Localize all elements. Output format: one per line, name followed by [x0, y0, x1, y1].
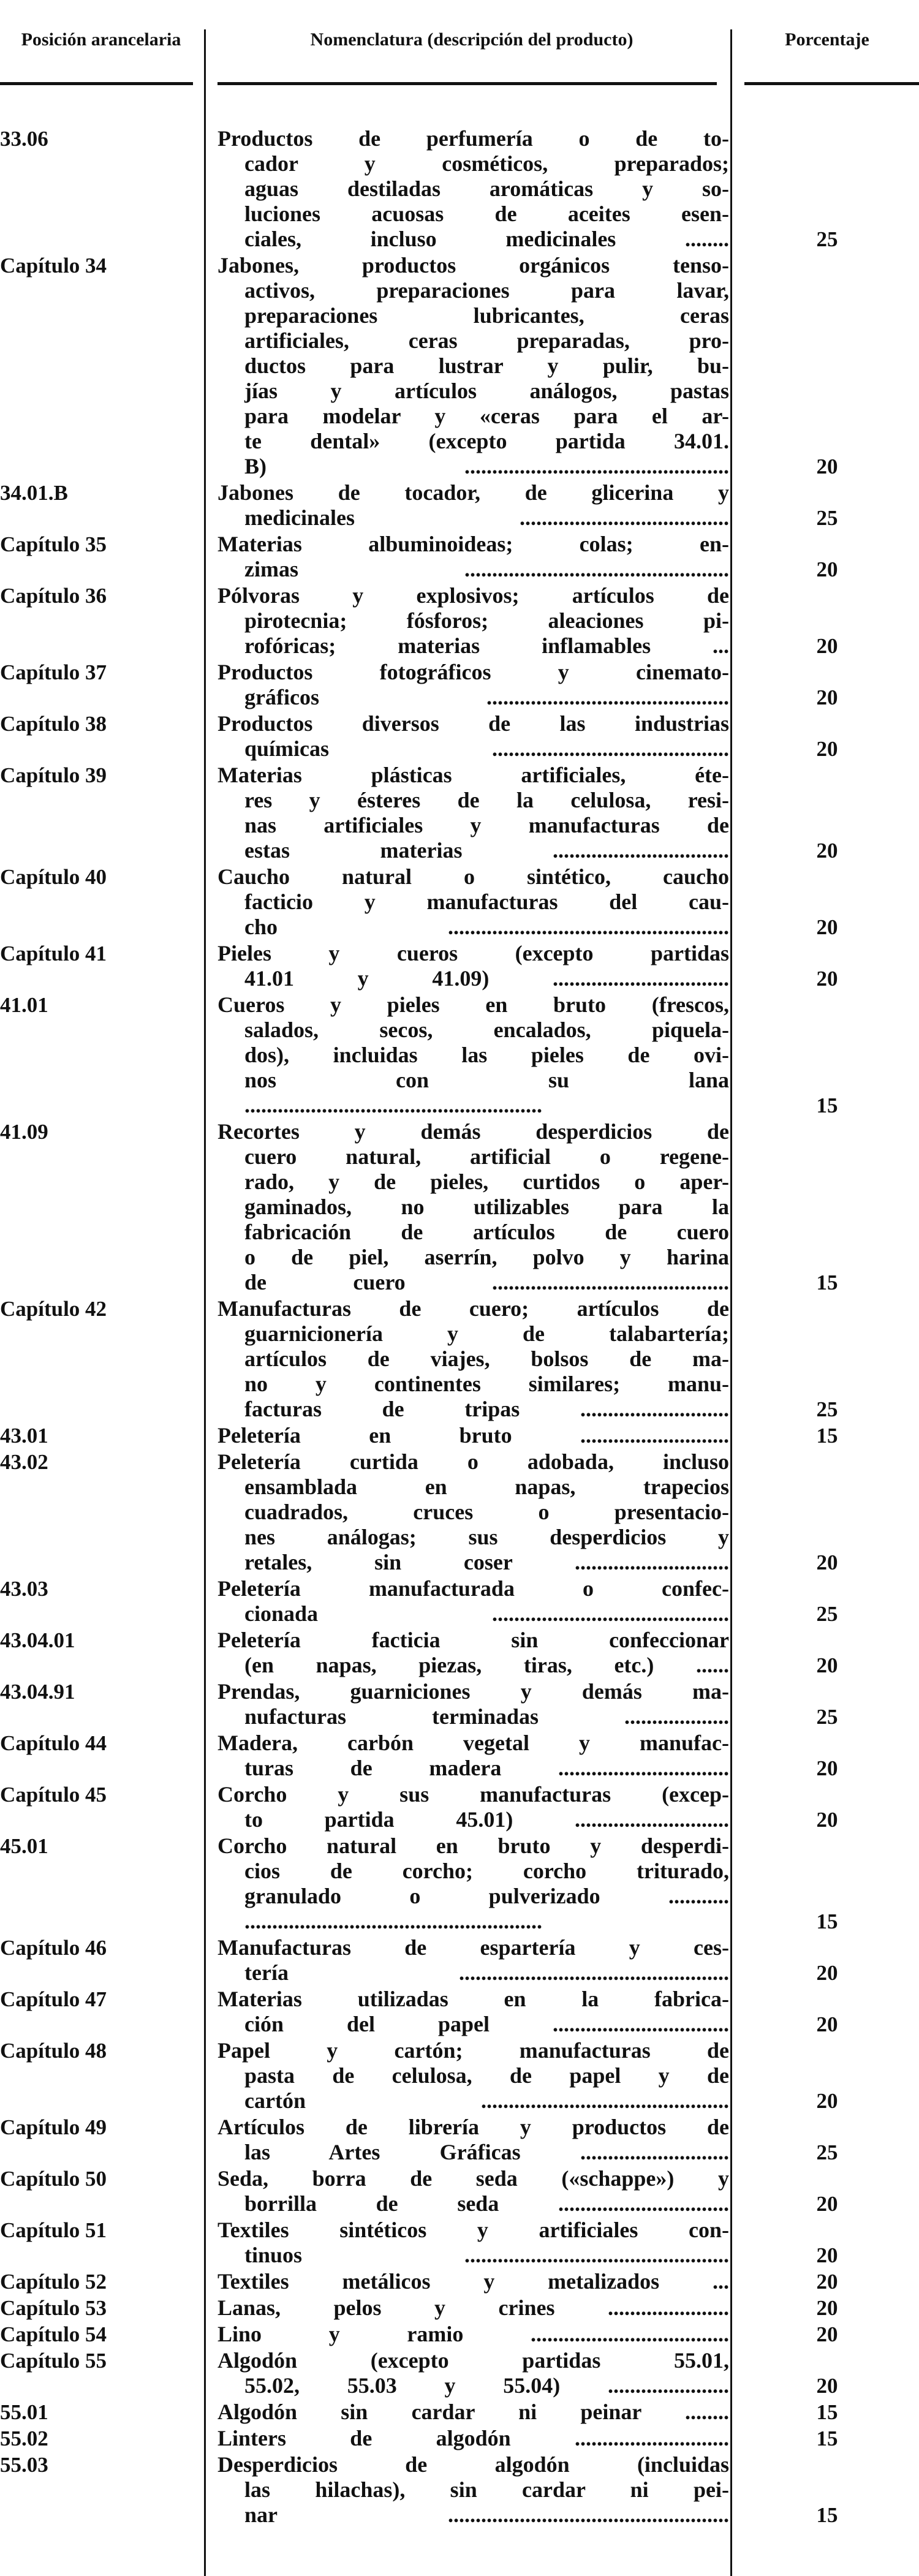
table-row: [0, 2426, 919, 2451]
percentage-value: 25: [816, 2140, 838, 2164]
description-line: Desperdicios de algodón (incluidas: [217, 2452, 729, 2477]
product-description: [217, 2218, 729, 2268]
table-row: [0, 941, 919, 991]
tariff-position: 41.01: [0, 993, 48, 1017]
description-line: Productos fotográficos y cinemato-: [217, 660, 729, 684]
table-row: [0, 253, 919, 479]
description-line: ciales, incluso medicinales ........: [244, 227, 729, 251]
description-line: Cueros y pieles en bruto (frescos,: [217, 992, 729, 1017]
table-row: [0, 1782, 919, 1832]
percentage-value: 20: [816, 2012, 838, 2036]
table-row: [0, 1679, 919, 1729]
tariff-position: Capítulo 51: [0, 2218, 107, 2242]
description-line: borrilla de seda ...............................: [244, 2191, 729, 2216]
description-line: no y continentes similares; manu-: [244, 1372, 729, 1396]
tariff-position: Capítulo 44: [0, 1731, 107, 1755]
percentage-value: 20: [816, 839, 838, 863]
tariff-position: Capítulo 46: [0, 1936, 107, 1960]
percentage-value: 15: [816, 2503, 838, 2527]
tariff-position: 33.06: [0, 127, 48, 151]
description-line: medicinales ......................................: [244, 505, 729, 530]
percentage-value: 20: [816, 557, 838, 581]
product-description: [217, 583, 729, 659]
description-line: Caucho natural o sintético, caucho: [217, 864, 729, 889]
description-line: ensamblada en napas, trapecios: [244, 1475, 729, 1499]
description-line: tería .................................................: [244, 1960, 729, 1985]
table-row: [0, 1987, 919, 2037]
table-row: [0, 480, 919, 531]
product-description: [217, 864, 729, 940]
description-line: facturas de tripas ...........................: [244, 1397, 729, 1421]
tariff-position: 43.02: [0, 1450, 48, 1474]
product-description: [217, 1423, 729, 1448]
product-description: [217, 941, 729, 991]
description-line: Linters de algodón ............................: [217, 2426, 729, 2450]
tariff-position: Capítulo 47: [0, 1987, 107, 2011]
description-line: Madera, carbón vegetal y manufac-: [217, 1731, 729, 1755]
table-row: [0, 2115, 919, 2165]
description-line: Recortes y demás desperdicios de: [217, 1119, 729, 1144]
description-line: (en napas, piezas, tiras, etc.) ......: [244, 1653, 729, 1677]
percentage-value: 25: [816, 506, 838, 530]
description-line: tinuos ................................................: [244, 2243, 729, 2267]
table-row: [0, 864, 919, 940]
description-line: Papel y cartón; manufacturas de: [217, 2038, 729, 2063]
percentage-value: 20: [816, 737, 838, 761]
table-row: [0, 992, 919, 1118]
tariff-position: Capítulo 42: [0, 1297, 107, 1321]
product-description: [217, 2426, 729, 2451]
description-line: gaminados, no utilizables para la: [244, 1195, 729, 1219]
description-line: Corcho y sus manufacturas (excep-: [217, 1782, 729, 1807]
percentage-value: 20: [816, 2192, 838, 2216]
product-description: [217, 1731, 729, 1781]
product-description: [217, 1679, 729, 1729]
description-line: Pólvoras y explosivos; artículos de: [217, 583, 729, 608]
description-line: estas materias ................................: [244, 838, 729, 863]
description-line: dos), incluidas las pieles de ovi-: [244, 1043, 729, 1067]
tariff-position: Capítulo 49: [0, 2115, 107, 2139]
description-line: cuero natural, artificial o regene-: [244, 1144, 729, 1169]
product-description: [217, 480, 729, 531]
description-line: Peletería en bruto ...........................: [217, 1423, 729, 1448]
percentage-value: 20: [816, 1551, 838, 1574]
table-row: [0, 2218, 919, 2268]
table-row: [0, 2348, 919, 2398]
description-line: químicas ...........................................: [244, 736, 729, 761]
product-description: [217, 2452, 729, 2528]
description-line: de cuero ...........................................: [244, 1270, 729, 1294]
description-line: gráficos ............................................: [244, 685, 729, 709]
product-description: [217, 992, 729, 1118]
tariff-position: Capítulo 52: [0, 2270, 107, 2294]
table-row: [0, 583, 919, 659]
product-description: [217, 2400, 729, 2425]
description-line: ductos para lustrar y pulir, bu-: [244, 353, 729, 378]
tariff-position: 41.09: [0, 1120, 48, 1144]
product-description: [217, 1987, 729, 2037]
header-percentage: Porcentaje: [785, 29, 869, 50]
description-line: para modelar y «ceras para el ar-: [244, 404, 729, 428]
table-row: [0, 126, 919, 252]
tariff-position: Capítulo 40: [0, 865, 107, 889]
product-description: [217, 1576, 729, 1626]
description-line: o de piel, aserrín, polvo y harina: [244, 1245, 729, 1269]
description-line: Manufacturas de espartería y ces-: [217, 1935, 729, 1960]
tariff-position: 43.03: [0, 1577, 48, 1601]
table-row: [0, 1935, 919, 1985]
table-row: [0, 2452, 919, 2528]
percentage-value: 20: [816, 2296, 838, 2320]
tariff-position: 43.04.91: [0, 1680, 75, 1704]
product-description: [217, 2348, 729, 2398]
percentage-value: 15: [816, 2400, 838, 2424]
description-line: Lanas, pelos y crines ......................: [217, 2295, 729, 2320]
description-line: ......................................................: [244, 1909, 542, 1933]
tariff-position: Capítulo 39: [0, 763, 107, 787]
table-row: [0, 763, 919, 863]
description-line: Manufacturas de cuero; artículos de: [217, 1296, 729, 1321]
description-line: aguas destiladas aromáticas y so-: [244, 176, 729, 201]
table-row: [0, 2322, 919, 2347]
percentage-value: 20: [816, 2374, 838, 2398]
table-row: [0, 532, 919, 582]
description-line: 41.01 y 41.09) ................................: [244, 966, 729, 991]
percentage-value: 20: [816, 2243, 838, 2267]
description-line: fabricación de artículos de cuero: [244, 1220, 729, 1244]
description-line: rofóricas; materias inflamables ...: [244, 633, 729, 658]
tariff-position: Capítulo 48: [0, 2039, 107, 2063]
description-line: nufacturas terminadas ...................: [244, 1704, 729, 1729]
tariff-position: 55.01: [0, 2400, 48, 2424]
description-line: cionada ...........................................: [244, 1601, 729, 1626]
description-line: nar ...................................................: [244, 2502, 729, 2527]
description-line: to partida 45.01) ............................: [244, 1807, 729, 1832]
table-row: [0, 1119, 919, 1295]
description-line: Artículos de librería y productos de: [217, 2115, 729, 2139]
description-line: Lino y ramio ....................................: [217, 2322, 729, 2346]
description-line: Textiles metálicos y metalizados ...: [217, 2269, 729, 2294]
product-description: [217, 2295, 729, 2321]
percentage-value: 20: [816, 686, 838, 709]
description-line: granulado o pulverizado ...........: [244, 1884, 729, 1908]
description-line: preparaciones lubricantes, ceras: [244, 303, 729, 328]
product-description: [217, 1935, 729, 1985]
product-description: [217, 532, 729, 582]
table-row: [0, 2038, 919, 2113]
description-line: artificiales, ceras preparadas, pro-: [244, 328, 729, 353]
table-row: [0, 2295, 919, 2321]
tariff-position: 43.01: [0, 1424, 48, 1448]
table-row: [0, 660, 919, 710]
table-row: [0, 2166, 919, 2216]
percentage-value: 20: [816, 1756, 838, 1780]
description-line: res y ésteres de la celulosa, resi-: [244, 788, 729, 812]
percentage-value: 25: [816, 1397, 838, 1421]
table-row: [0, 1576, 919, 1626]
description-line: Seda, borra de seda («schappe») y: [217, 2166, 729, 2191]
tariff-position: Capítulo 34: [0, 254, 107, 278]
description-line: cho ...................................................: [244, 915, 729, 939]
description-line: activos, preparaciones para lavar,: [244, 278, 729, 303]
percentage-value: 20: [816, 915, 838, 939]
tariff-position: Capítulo 54: [0, 2322, 107, 2346]
header-rule: [0, 82, 193, 85]
tariff-position: 55.03: [0, 2453, 48, 2477]
product-description: [217, 1119, 729, 1295]
description-line: nos con su lana: [244, 1068, 729, 1092]
description-line: nes análogas; sus desperdicios y: [244, 1525, 729, 1549]
percentage-value: 20: [816, 967, 838, 991]
description-line: retales, sin coser ............................: [244, 1550, 729, 1574]
description-line: Prendas, guarniciones y demás ma-: [217, 1679, 729, 1704]
table-row: [0, 1731, 919, 1781]
description-line: Materias utilizadas en la fabrica-: [217, 1987, 729, 2011]
table-row: [0, 2269, 919, 2294]
description-line: pasta de celulosa, de papel y de: [244, 2063, 729, 2088]
table-row: [0, 711, 919, 761]
description-line: Materias albuminoideas; colas; en-: [217, 532, 729, 556]
description-line: ......................................................: [244, 1093, 542, 1117]
description-line: Peletería facticia sin confeccionar: [217, 1628, 729, 1652]
description-line: pirotecnia; fósforos; aleaciones pi-: [244, 608, 729, 633]
description-line: cios de corcho; corcho triturado,: [244, 1859, 729, 1883]
description-line: rado, y de pieles, curtidos o aper-: [244, 1169, 729, 1194]
tariff-position: Capítulo 55: [0, 2349, 107, 2373]
percentage-value: 15: [816, 2427, 838, 2450]
description-line: Corcho natural en bruto y desperdi-: [217, 1834, 729, 1858]
percentage-value: 20: [816, 1961, 838, 1985]
product-description: [217, 2038, 729, 2113]
description-line: zimas ................................................: [244, 557, 729, 581]
description-line: Pieles y cueros (excepto partidas: [217, 941, 729, 965]
product-description: [217, 711, 729, 761]
description-line: facticio y manufacturas del cau-: [244, 890, 729, 914]
description-line: cador y cosméticos, preparados;: [244, 151, 729, 176]
percentage-value: 15: [816, 1271, 838, 1294]
product-description: [217, 2166, 729, 2216]
product-description: [217, 1834, 729, 1934]
product-description: [217, 253, 729, 479]
percentage-value: 25: [816, 1705, 838, 1729]
product-description: [217, 1449, 729, 1575]
description-line: Textiles sintéticos y artificiales con-: [217, 2218, 729, 2242]
product-description: [217, 2322, 729, 2347]
description-line: las hilachas), sin cardar ni pei-: [244, 2477, 729, 2502]
description-line: B) ................................................: [244, 454, 729, 478]
percentage-value: 20: [816, 2270, 838, 2294]
product-description: [217, 1628, 729, 1678]
product-description: [217, 126, 729, 252]
description-line: Jabones de tocador, de glicerina y: [217, 480, 729, 505]
description-line: 55.02, 55.03 y 55.04) ......................: [244, 2373, 729, 2398]
description-line: Productos diversos de las industrias: [217, 711, 729, 736]
tariff-position: Capítulo 53: [0, 2296, 107, 2320]
percentage-value: 20: [816, 2322, 838, 2346]
percentage-value: 20: [816, 2089, 838, 2113]
tariff-position: 55.02: [0, 2427, 48, 2450]
table-row: [0, 1628, 919, 1678]
description-line: guarnicionería y de talabartería;: [244, 1321, 729, 1346]
description-line: cuadrados, cruces o presentacio-: [244, 1500, 729, 1524]
tariff-position: 43.04.01: [0, 1628, 75, 1652]
header-description: Nomenclatura (descripción del producto): [310, 29, 633, 50]
description-line: Peletería curtida o adobada, incluso: [217, 1449, 729, 1474]
tariff-position: Capítulo 36: [0, 584, 107, 608]
header-position: Posición arancelaria: [21, 29, 181, 50]
description-line: cartón .............................................: [244, 2088, 729, 2113]
description-line: Algodón sin cardar ni peinar ........: [217, 2400, 729, 2424]
header-rule: [744, 82, 919, 85]
description-line: te dental» (excepto partida 34.01.: [244, 429, 729, 453]
product-description: [217, 1782, 729, 1832]
description-line: artículos de viajes, bolsos de ma-: [244, 1347, 729, 1371]
table-row: [0, 1449, 919, 1575]
tariff-position: 45.01: [0, 1834, 48, 1858]
product-description: [217, 2269, 729, 2294]
table-row: [0, 1423, 919, 1448]
header-rule: [217, 82, 717, 85]
table-row: [0, 1834, 919, 1934]
description-line: Algodón (excepto partidas 55.01,: [217, 2348, 729, 2373]
description-line: las Artes Gráficas ...........................: [244, 2140, 729, 2164]
percentage-value: 20: [816, 1808, 838, 1832]
percentage-value: 20: [816, 455, 838, 478]
percentage-value: 25: [816, 1602, 838, 1626]
description-line: Productos de perfumería o de to-: [217, 126, 729, 151]
product-description: [217, 763, 729, 863]
tariff-position: Capítulo 50: [0, 2167, 107, 2191]
description-line: nas artificiales y manufacturas de: [244, 813, 729, 837]
tariff-position: Capítulo 45: [0, 1783, 107, 1807]
percentage-value: 25: [816, 227, 838, 251]
product-description: [217, 1296, 729, 1422]
description-line: turas de madera ...............................: [244, 1756, 729, 1780]
description-line: Peletería manufacturada o confec-: [217, 1576, 729, 1601]
percentage-value: 15: [816, 1093, 838, 1117]
percentage-value: 15: [816, 1424, 838, 1448]
tariff-table: [0, 126, 919, 2529]
description-line: ción del papel ................................: [244, 2012, 729, 2036]
description-line: Materias plásticas artificiales, éte-: [217, 763, 729, 787]
description-line: luciones acuosas de aceites esen-: [244, 202, 729, 226]
tariff-position: Capítulo 38: [0, 712, 107, 736]
description-line: salados, secos, encalados, piquela-: [244, 1018, 729, 1042]
percentage-value: 20: [816, 1653, 838, 1677]
product-description: [217, 2115, 729, 2165]
tariff-position: Capítulo 37: [0, 660, 107, 684]
product-description: [217, 660, 729, 710]
tariff-position: 34.01.B: [0, 481, 68, 505]
table-row: [0, 2400, 919, 2425]
tariff-position: Capítulo 35: [0, 532, 107, 556]
table-row: [0, 1296, 919, 1422]
tariff-position: Capítulo 41: [0, 942, 107, 965]
description-line: Jabones, productos orgánicos tenso-: [217, 253, 729, 278]
percentage-value: 20: [816, 634, 838, 658]
description-line: jías y artículos análogos, pastas: [244, 379, 729, 403]
percentage-value: 15: [816, 1909, 838, 1933]
